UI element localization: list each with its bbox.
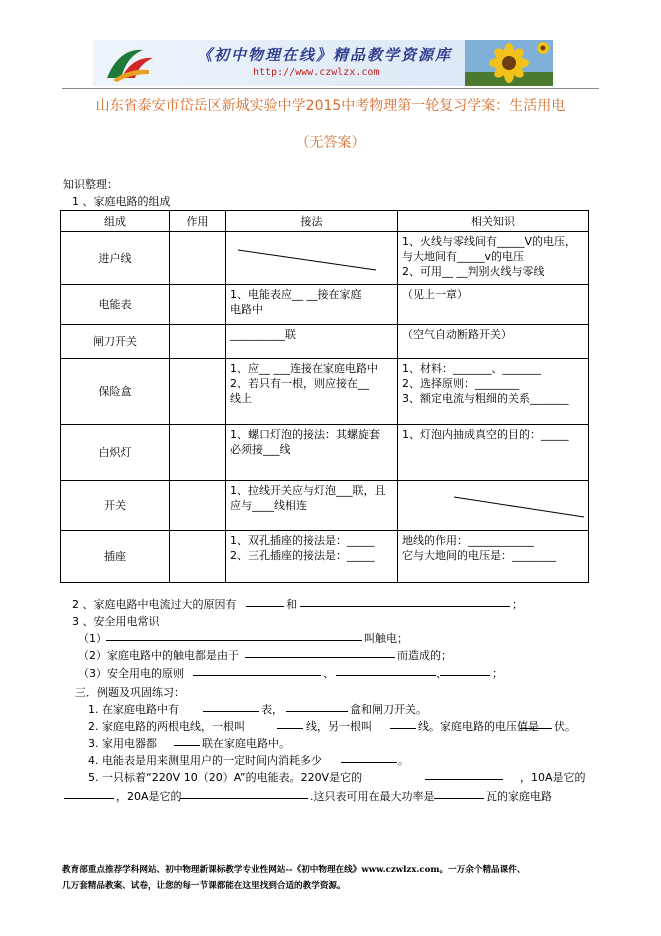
function-cell: [170, 285, 226, 325]
q3-item1-label: （1）: [78, 632, 107, 645]
q2-text-a: 2 、家庭电路中电流过大的原因有: [72, 598, 237, 611]
table-row: [61, 425, 589, 481]
component-name: 保险盒: [61, 359, 170, 425]
footer-line: 几万套精品教案、试卷，让您的每一节课都能在这里找到合适的教学资源。: [62, 881, 346, 891]
knowledge-cell: [398, 359, 589, 425]
site-logo-icon: [99, 44, 159, 84]
ex4-blank-1[interactable]: [341, 762, 397, 763]
table-row: [61, 481, 589, 531]
table-row: [61, 232, 589, 285]
footer: [62, 862, 602, 894]
q3-title: 3 、安全用电常识: [72, 615, 160, 628]
ex2-text-c: 线。家庭电路的电压值是: [418, 720, 539, 733]
knowledge-line: 2、可用__ __判别火线与零线: [402, 265, 545, 278]
ex5-blank-4[interactable]: [434, 798, 484, 799]
q2-blank-1[interactable]: [246, 606, 284, 607]
function-cell: [170, 425, 226, 481]
header-cell: 相关知识: [398, 211, 589, 232]
ex3-blank-1[interactable]: [174, 745, 200, 746]
knowledge-cell: [398, 425, 589, 481]
method-cell: [226, 325, 398, 359]
knowledge-line: （见上一章）: [402, 288, 468, 301]
method-line: 必须接___线: [230, 443, 291, 456]
knowledge-line: 2、选择原则：________: [402, 377, 519, 390]
q3-item3-sep2: 、: [436, 667, 447, 680]
function-cell: [170, 359, 226, 425]
knowledge-line: 1、材料：_______、_______: [402, 362, 541, 375]
method-line: 1、拉线开关应与灯泡___联，且: [230, 484, 386, 497]
q2-blank-2[interactable]: [300, 606, 510, 607]
wiring-line: [398, 481, 589, 527]
ex1-text-b: 表，: [261, 703, 283, 716]
method-cell: [226, 425, 398, 481]
table-row: [61, 359, 589, 425]
ex2-blank-1[interactable]: [277, 728, 303, 729]
function-cell: [170, 232, 226, 285]
site-url[interactable]: http://www.czwlzx.com: [253, 67, 380, 78]
ex4-text-b: 。: [398, 754, 409, 767]
ex3-text-a: 3. 家用电器都: [88, 737, 157, 750]
ex2-text-a: 2. 家庭电路的两根电线，一根叫: [88, 720, 245, 733]
q3-item1-text: 叫触电；: [364, 632, 408, 645]
q3-item2-text: （2）家庭电路中的触电都是由于: [78, 649, 239, 662]
method-line: 2、若只有一根，则应接在__: [230, 377, 369, 390]
knowledge-line: （空气自动断路开关）: [402, 328, 512, 341]
ex5-text-a: 5. 一只标着“220V 10（20）A”的电能表。220V是它的: [88, 771, 363, 784]
q3-blank-4[interactable]: [336, 675, 436, 676]
component-name: 电能表: [61, 285, 170, 325]
component-name: 开关: [61, 481, 170, 531]
table-row: [61, 531, 589, 583]
q3-blank-3[interactable]: [193, 675, 321, 676]
ex3-text-b: 联在家庭电路中。: [202, 737, 290, 750]
function-cell: [170, 481, 226, 531]
header-rule: [62, 88, 599, 89]
method-cell: [226, 531, 398, 583]
method-line: 应与____线相连: [230, 499, 307, 512]
ex1-text-a: 1. 在家庭电路中有: [88, 703, 179, 716]
header-cell: 接法: [226, 211, 398, 232]
q2-text-b: 和: [286, 598, 297, 611]
section-examples: 三．例题及巩固练习：: [75, 686, 185, 699]
header-cell: 作用: [170, 211, 226, 232]
knowledge-line: 1、灯泡内抽成真空的目的：_____: [402, 428, 569, 441]
knowledge-line: 1、火线与零线间有_____V的电压，: [402, 235, 577, 248]
circuit-table: [60, 210, 589, 583]
header-banner: [93, 40, 553, 86]
function-cell: [170, 325, 226, 359]
ex2-text-d: 伏。: [554, 720, 576, 733]
table-row: [61, 285, 589, 325]
method-line: 1、螺口灯泡的接法：其螺旋套: [230, 428, 380, 441]
ex5-blank-1[interactable]: [425, 779, 503, 780]
q3-blank-5[interactable]: [440, 675, 490, 676]
knowledge-line: 与大地间有_____v的电压: [402, 250, 525, 263]
site-title: 《初中物理在线》精品教学资源库: [197, 46, 453, 64]
method-line: __________联: [230, 328, 296, 341]
q3-blank-1[interactable]: [106, 640, 362, 641]
page-title: 山东省泰安市岱岳区新城实验中学2015中考物理第一轮复习学案：生活用电: [95, 98, 566, 114]
method-cell: [226, 232, 398, 285]
ex1-text-c: 盒和闸刀开关。: [350, 703, 427, 716]
method-cell: [226, 481, 398, 531]
method-line: 2、三孔插座的接法是：_____: [230, 549, 375, 562]
method-line: 线上: [230, 392, 252, 405]
knowledge-line: 地线的作用：____________: [402, 534, 534, 547]
q3-item3-sep1: 、: [323, 667, 334, 680]
q3-item2-end: 而造成的；: [397, 649, 452, 662]
component-name: 闸刀开关: [61, 325, 170, 359]
knowledge-cell: [398, 481, 589, 531]
sunflower-icon: [465, 40, 553, 86]
knowledge-cell: [398, 531, 589, 583]
ex2-blank-3[interactable]: [520, 728, 552, 729]
footer-line: 教育部重点推荐学科网站、初中物理新课标教学专业性网站--《初中物理在线》www.czwlzx.com。一万余个精品课件、: [62, 865, 526, 875]
section-knowledge: 知识整理：: [63, 178, 118, 191]
q3-blank-2[interactable]: [245, 657, 395, 658]
ex2-text-b: 线，另一根叫: [306, 720, 372, 733]
knowledge-cell: [398, 232, 589, 285]
knowledge-cell: [398, 325, 589, 359]
ex1-blank-2[interactable]: [286, 711, 348, 712]
method-line: 1、电能表应__ __接在家庭: [230, 288, 362, 301]
knowledge-line: 它与大地间的电压是：________: [402, 549, 556, 562]
method-line: 电路中: [230, 303, 263, 316]
page-subtitle: （无答案）: [295, 135, 366, 151]
ex1-blank-1[interactable]: [203, 711, 259, 712]
component-name: 插座: [61, 531, 170, 583]
table-row: [61, 325, 589, 359]
knowledge-line: 3、额定电流与粗细的关系_______: [402, 392, 569, 405]
q2-text-c: ；: [512, 598, 523, 611]
ex5-text-c: ，20A是它的: [116, 790, 182, 803]
ex2-blank-2[interactable]: [390, 728, 416, 729]
ex5-blank-3[interactable]: [180, 798, 308, 799]
table-header-row: [61, 211, 589, 232]
function-cell: [170, 531, 226, 583]
component-name: 白炽灯: [61, 425, 170, 481]
method-line: 1、应__ ___连接在家庭电路中: [230, 362, 378, 375]
q3-item3-text: （3）安全用电的原则: [78, 667, 184, 680]
ex5-text-d: .这只表可用在最大功率是: [310, 790, 435, 803]
ex5-text-e: 瓦的家庭电路: [486, 790, 552, 803]
component-name: 进户线: [61, 232, 170, 285]
method-cell: [226, 359, 398, 425]
knowledge-cell: [398, 285, 589, 325]
method-cell: [226, 285, 398, 325]
header-cell: 组成: [61, 211, 170, 232]
ex5-blank-2[interactable]: [64, 798, 114, 799]
q3-item3-end: ；: [492, 667, 503, 680]
item-household-circuit: 1 、家庭电路的组成: [72, 195, 171, 208]
ex4-text-a: 4. 电能表是用来测里用户的一定时间内消耗多少: [88, 754, 322, 767]
ex5-text-b: ，10A是它的: [520, 771, 586, 784]
wiring-line: [226, 232, 398, 282]
method-line: 1、双孔插座的接法是：_____: [230, 534, 375, 547]
